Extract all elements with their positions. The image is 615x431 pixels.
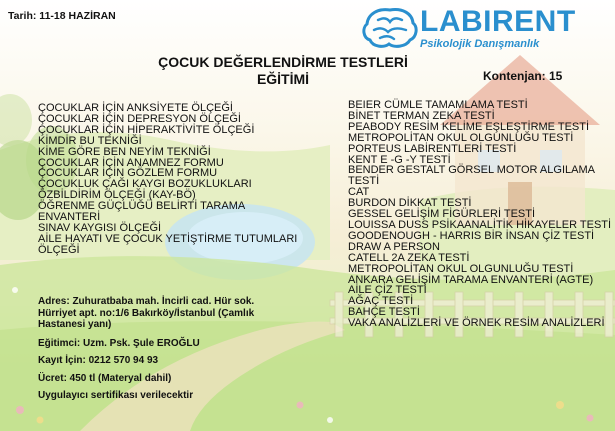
list-item: LOUISSA DUSS PSİKAANALİTİK HİKAYELER TESTİ xyxy=(348,218,612,231)
logo-subtitle: Psikolojik Danışmanlık xyxy=(420,38,540,50)
list-item: CATELL 2A ZEKA TESTİ xyxy=(348,251,470,264)
page-title xyxy=(118,54,448,88)
registration-phone: Kayıt İçin: 0212 570 94 93 xyxy=(38,355,159,366)
list-item: ÇOCUKLAR İÇİN GÖZLEM FORMU xyxy=(38,167,218,180)
list-item: BAHÇE TESTİ xyxy=(348,306,420,319)
list-item: GESSEL GELİŞİM FİGÜRLERİ TESTİ xyxy=(348,208,536,221)
list-item: BİNET TERMAN ZEKA TESTİ xyxy=(348,109,495,122)
list-item: PORTEUS LABİRENTLERİ TESTİ xyxy=(348,142,517,155)
certificate-text: Uygulayıcı sertifikası verilecektir xyxy=(38,390,194,401)
event-info xyxy=(38,296,293,408)
list-item: ÇOCUKLUK ÇAĞI KAYGI BOZUKLUKLARI xyxy=(38,178,252,191)
tree-shape xyxy=(0,94,32,146)
list-item: AİLE ÇİZ TESTİ xyxy=(348,284,427,297)
brain-logo-icon xyxy=(360,6,420,50)
training-date: Tarih: 11-18 HAZİRAN xyxy=(8,10,116,22)
title-line: ÇOCUK DEĞERLENDİRME TESTLERİ xyxy=(158,54,408,70)
list-item: ÖZBİLDİRİM ÖLÇEĞİ (KAY-BÖ) xyxy=(38,189,196,202)
title-line: EĞİTİMİ xyxy=(256,71,310,87)
list-item: ÇOCUKLAR İÇİN DEPRESYON ÖLÇEĞİ xyxy=(38,112,241,125)
list-item: BURDON DİKKAT TESTİ xyxy=(348,197,472,210)
list-item: CAT xyxy=(348,186,370,199)
list-item: KİME GÖRE BEN NEYİM TEKNİĞİ xyxy=(38,145,211,158)
list-item: ÇOCUKLAR İÇİN ANAMNEZ FORMU xyxy=(38,156,224,169)
list-item: AİLE HAYATI VE ÇOCUK YETİŞTİRME TUTUMLARI ÖLÇEĞİ xyxy=(38,232,298,256)
fee-text: Ücret: 450 tl (Materyal dahil) xyxy=(38,372,172,384)
list-item: ÇOCUKLAR İÇİN HİPERAKTİVİTE ÖLÇEĞİ xyxy=(38,123,255,136)
list-item: SINAV KAYGISI ÖLÇEĞİ xyxy=(38,221,162,234)
list-item: AĞAÇ TESTİ xyxy=(348,295,414,308)
list-item: BEIER CÜMLE TAMAMLAMA TESTİ xyxy=(348,99,528,111)
list-item: PEABODY RESİM KELİME EŞLEŞTİRME TESTİ xyxy=(348,120,590,133)
list-item: DRAW A PERSON xyxy=(348,240,440,253)
address-text: Adres: Zuhuratbaba mah. İncirli cad. Hür sok. Hürriyet apt. no:1/6 Bakırköy/İstanbul (Çamlık Hastanesi yanı) xyxy=(38,296,255,330)
list-item: VAKA ANALİZLERİ VE ÖRNEK RESİM ANALİZLERİ xyxy=(348,317,605,330)
left-test-list xyxy=(38,103,308,256)
list-item: KENT E -G -Y TESTİ xyxy=(348,153,451,166)
list-item: ANKARA GELİŞİM TARAMA ENVANTERİ (AGTE) xyxy=(348,273,594,286)
list-item: METROPOLİTAN OKUL OLGUNLUĞU TESTİ xyxy=(348,131,574,144)
list-item: KİMDİR BU TEKNİĞİ xyxy=(38,134,142,147)
list-item: ÖĞRENME GÜÇLÜĞÜ BELİRTİ TARAMA ENVANTERİ xyxy=(38,200,245,224)
list-item: BENDER GESTALT GÖRSEL MOTOR ALGILAMA TESTİ xyxy=(348,164,595,188)
list-item: GOODENOUGH - HARRIS BİR İNSAN ÇİZ TESTİ xyxy=(348,229,595,242)
list-item: ÇOCUKLAR İÇİN ANKSİYETE ÖLÇEĞİ xyxy=(38,102,233,114)
capacity-label: Kontenjan: 15 xyxy=(483,69,563,83)
labirent-logo xyxy=(358,4,613,50)
right-test-list xyxy=(348,100,615,329)
logo-wordmark: LABIRENT xyxy=(420,5,576,38)
list-item: METROPOLİTAN OKUL OLGUNLUĞU TESTİ xyxy=(348,262,574,275)
trainer-text: Eğitimci: Uzm. Psk. Şule EROĞLU xyxy=(38,337,200,349)
